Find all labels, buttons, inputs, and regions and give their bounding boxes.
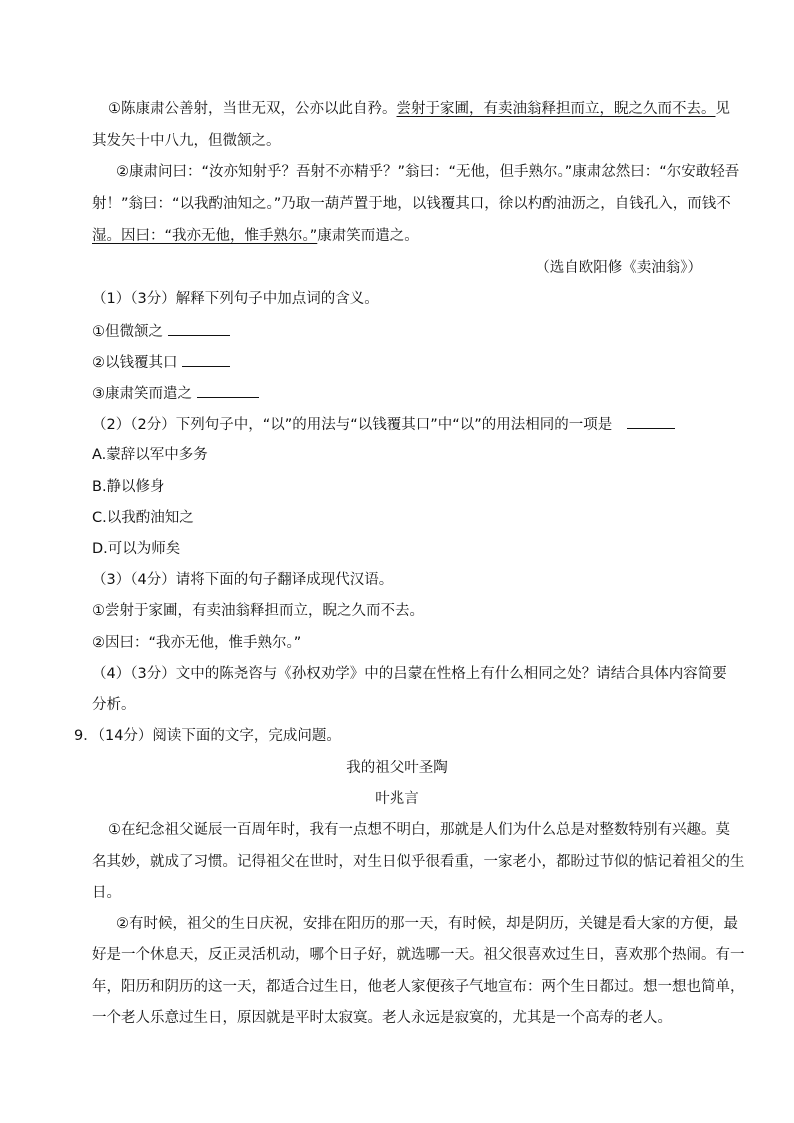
passage-paragraph-2-line-3	[92, 226, 419, 246]
question-3-prompt: （3）（4分）请将下面的句子翻译成现代汉语。	[92, 572, 394, 588]
question-2-option-a[interactable]: A.蒙辞以军中多务	[92, 447, 208, 463]
question-3-item-1: ①尝射于家圃，有卖油翁释担而立，睨之久而不去。	[92, 603, 424, 619]
article-paragraph-2-line-1: ②有时候，祖父的生日庆祝，安排在阳历的那一天，有时候，却是阴历，关键是看大家的方便，最	[116, 916, 738, 932]
underlined-sentence: 尝射于家圃，有卖油翁释担而立，睨之久而不去。	[396, 101, 716, 117]
passage-text: 见	[715, 101, 730, 117]
article-paragraph-2-line-4: 一个老人乐意过生日，原因就是平时太寂寞。老人永远是寂寞的，尤其是一个高寿的老人。	[92, 1010, 672, 1026]
question-2-option-d[interactable]: D.可以为师矣	[92, 541, 181, 557]
question-1-prompt: （1）（3分）解释下列句子中加点词的含义。	[92, 291, 379, 307]
passage-text: 康肃笑而遣之。	[317, 228, 419, 244]
item-text: ②以钱覆其口	[92, 355, 178, 371]
question-2-option-c[interactable]: C.以我酌油知之	[92, 510, 194, 526]
article-paragraph-1-line-1: ①在纪念祖父诞辰一百周年时，我有一点想不明白，那就是人们为什么总是对整数特别有兴趣。莫	[108, 822, 730, 838]
question-9-header	[74, 726, 341, 746]
passage-source: （选自欧阳修《卖油翁》）	[535, 260, 702, 276]
answer-blank[interactable]	[197, 383, 259, 398]
question-1-item-2	[92, 352, 230, 373]
passage-text: ①陈康肃公善射，当世无双，公亦以此自矜。	[108, 101, 397, 117]
question-2-prompt	[92, 414, 675, 435]
passage-paragraph-1-line-1	[108, 99, 730, 119]
article-title: 我的祖父叶圣陶	[346, 760, 448, 776]
article-paragraph-2-line-2: 好是一个休息天，反正灵活机动，哪个日子好，就选哪一天。祖父很喜欢过生日，喜欢那个热闹。有一	[92, 947, 745, 963]
question-4-line-2: 分析。	[92, 697, 136, 713]
question-4-line-1: （4）（3分）文中的陈尧咨与《孙权劝学》中的吕蒙在性格上有什么相同之处？请结合具体内容简要	[92, 666, 727, 682]
article-author: 叶兆言	[375, 791, 419, 807]
question-9-prompt: （14分）阅读下面的文字，完成问题。	[97, 728, 341, 744]
question-3-item-2: ②因曰：“我亦无他，惟手熟尔。”	[92, 635, 302, 651]
answer-blank[interactable]	[182, 352, 230, 367]
item-text: ①但微颔之	[92, 324, 163, 340]
question-number: 9．	[74, 728, 98, 744]
prompt-text: （2）（2分）下列句子中，“以”的用法与“以钱覆其口”中“以”的用法相同的一项是	[92, 417, 613, 433]
article-paragraph-1-line-2: 名其妙，就成了习惯。记得祖父在世时，对生日似乎很看重，一家老小，都盼过节似的惦记着祖父的生	[92, 854, 745, 870]
passage-paragraph-2-line-1: ②康肃问曰：“汝亦知射乎？吾射不亦精乎？”翁曰：“无他，但手熟尔。”康肃忿然曰：“尔安敢轻吾	[116, 164, 740, 180]
answer-blank[interactable]	[627, 414, 675, 429]
question-2-option-b[interactable]: B.静以修身	[92, 479, 165, 495]
passage-paragraph-2-line-2: 射！”翁曰：“以我酌油知之。”乃取一葫芦置于地，以钱覆其口，徐以杓酌油沥之，自钱孔入，而钱不	[92, 196, 731, 212]
passage-paragraph-1-line-2: 其发矢十中八九，但微颔之。	[92, 133, 281, 149]
article-paragraph-1-line-3: 日。	[92, 885, 121, 901]
question-1-item-3	[92, 383, 259, 404]
item-text: ③康肃笑而遣之	[92, 386, 192, 402]
answer-blank[interactable]	[168, 321, 230, 336]
article-paragraph-2-line-3: 年，阳历和阴历的这一天，都适合过生日，他老人家便孩子气地宣布：两个生日都过。想一想也简单，	[92, 979, 745, 995]
underlined-sentence: 湿。因曰：“我亦无他，惟手熟尔。”	[92, 228, 318, 244]
question-1-item-1	[92, 321, 230, 342]
